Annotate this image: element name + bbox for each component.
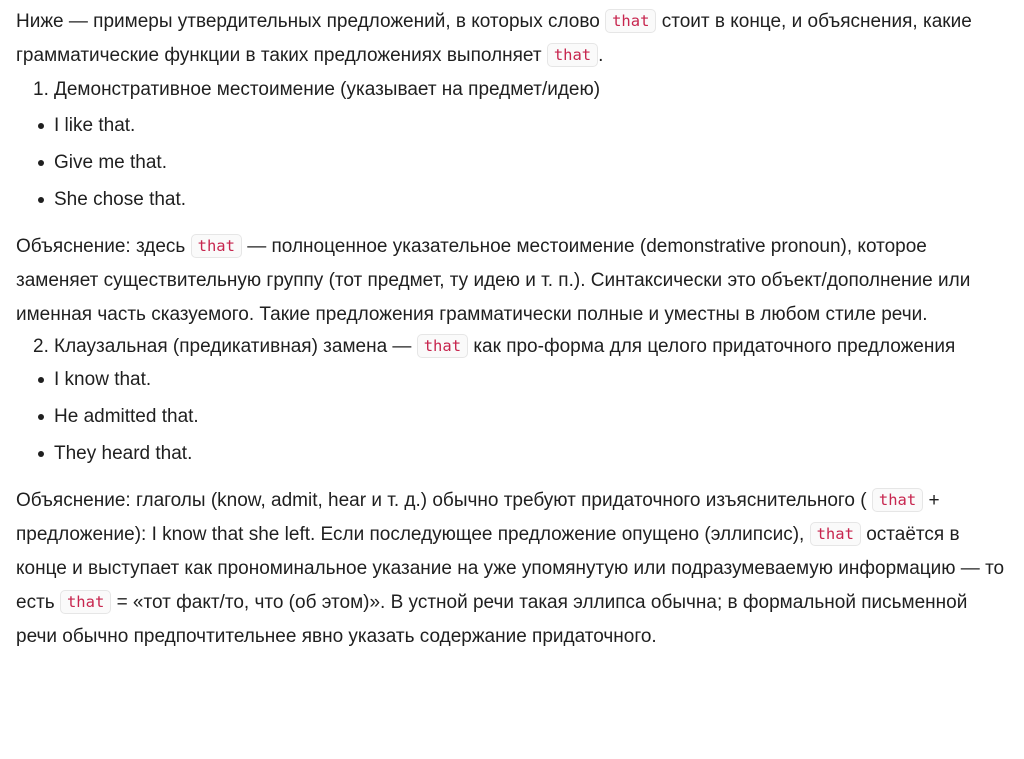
inline-code-that: that (810, 522, 861, 546)
section-1-explanation (16, 230, 1008, 332)
section-2-examples (16, 361, 1008, 472)
section-2-title-1: Клаузальная (предикативная) замена — (54, 336, 412, 357)
section-2-heading-list (16, 332, 1008, 361)
inline-code-that: that (605, 9, 656, 33)
intro-text-2: стоит в конце, и объяснения, какие грамматические функции в таких предложениях выполняет (16, 11, 972, 66)
example-item: He admitted that. (54, 398, 1008, 435)
section-2-explanation-text-1: Объяснение: глаголы (know, admit, hear и т. д.) обычно требуют придаточного изъяснительного ( (16, 490, 867, 511)
section-1-explanation-text-2: — полноценное указательное местоимение (demonstrative pronoun), которое заменяет существительную группу (тот предмет, ту идею и т. п.). Синтаксически это объект/дополнение или именная часть сказуемого. Такие предложения грамматически полные и уместны в любом стиле речи. (16, 236, 971, 325)
section-2-explanation (16, 484, 1008, 654)
example-item: Give me that. (54, 144, 1008, 181)
section-2-number: 2. (33, 336, 49, 357)
example-item: I like that. (54, 107, 1008, 144)
section-1-examples (16, 107, 1008, 218)
section-1-explanation-text-1: Объяснение: здесь (16, 236, 186, 257)
section-2-explanation-text-2: + предложение): I know that she left. Если последующее предложение опущено (эллипсис), (16, 490, 940, 545)
section-1-number: 1. (33, 79, 49, 100)
intro-text-1: Ниже — примеры утвердительных предложений, в которых слово (16, 11, 600, 32)
intro-paragraph (16, 5, 1008, 73)
section-2-heading (33, 332, 1008, 361)
example-item: I know that. (54, 361, 1008, 398)
inline-code-that: that (872, 488, 923, 512)
intro-text-3: . (598, 45, 604, 66)
section-1-title: Демонстративное местоимение (указывает на предмет/идею) (54, 79, 601, 100)
example-item: She chose that. (54, 181, 1008, 218)
inline-code-that: that (60, 590, 111, 614)
section-2-title-2: как про‑форма для целого придаточного предложения (473, 336, 956, 357)
inline-code-that: that (547, 43, 598, 67)
section-1-heading-list (16, 73, 1008, 107)
section-2-explanation-text-3: остаётся в конце и выступает как прономинальное указание на уже упомянутую или подразумеваемую информацию — то есть (16, 524, 1005, 613)
example-item: They heard that. (54, 435, 1008, 472)
section-2-explanation-text-4: = «тот факт/то, что (об этом)». В устной речи такая эллипса обычна; в формальной письменной речи обычно предпочтительнее явно указать содержание придаточного. (16, 592, 968, 647)
inline-code-that: that (191, 234, 242, 258)
section-1-heading (33, 73, 1008, 107)
inline-code-that: that (417, 334, 468, 358)
